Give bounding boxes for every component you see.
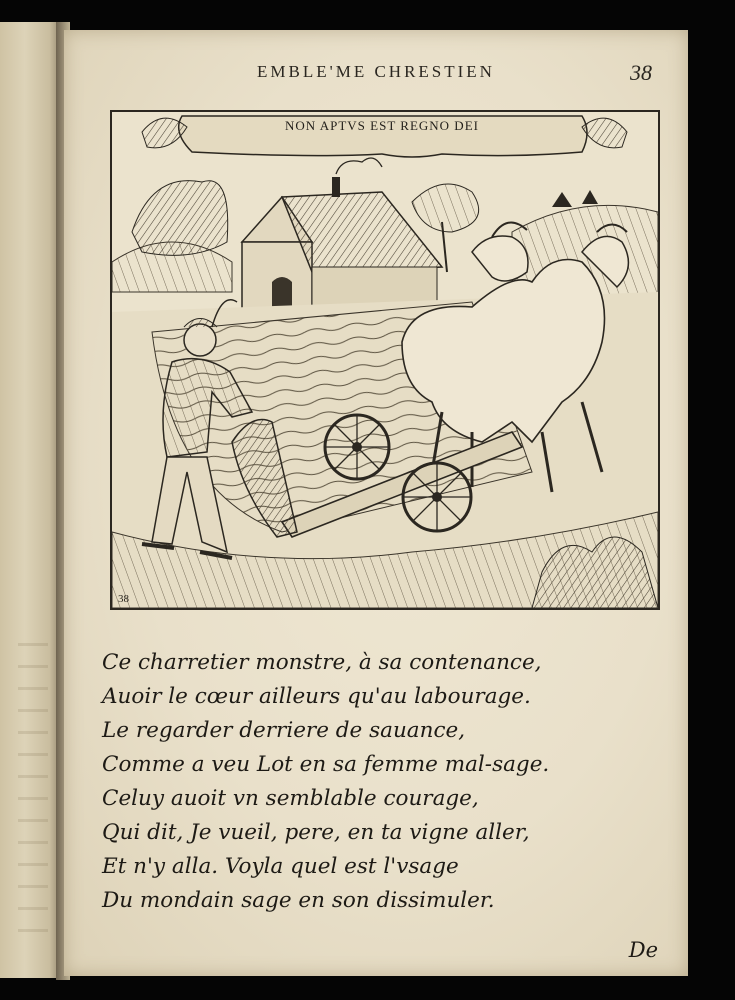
verse-line: Le regarder derriere de sauance, bbox=[102, 718, 466, 743]
verse-line: Comme a veu Lot en sa femme mal-sage. bbox=[102, 752, 550, 777]
verse-line: Auoir le cœur ailleurs qu'au labourage. bbox=[102, 684, 531, 709]
verse-line: Celuy auoit vn semblable courage, bbox=[102, 786, 479, 811]
motto-banner bbox=[142, 116, 627, 157]
emblem-verse bbox=[102, 646, 662, 918]
book-page bbox=[64, 30, 688, 976]
plate-number: 38 bbox=[118, 593, 129, 605]
facing-page-edge bbox=[0, 22, 62, 978]
motto-text: NON APTVS EST REGNO DEI bbox=[285, 118, 479, 133]
verse-line: Qui dit, Je vueil, pere, en ta vigne aller, bbox=[102, 820, 530, 845]
verse-line: Du mondain sage en son dissimuler. bbox=[102, 888, 495, 913]
page-number: 38 bbox=[630, 60, 652, 85]
verse-line: Ce charretier monstre, à sa contenance, bbox=[102, 650, 542, 675]
engraving-drawing bbox=[112, 112, 658, 608]
running-head: EMBLE'ME CHRESTIEN bbox=[257, 62, 495, 81]
verse-line: Et n'y alla. Voyla quel est l'vsage bbox=[102, 854, 459, 879]
emblem-engraving bbox=[110, 110, 660, 610]
catchword: De bbox=[628, 938, 658, 962]
